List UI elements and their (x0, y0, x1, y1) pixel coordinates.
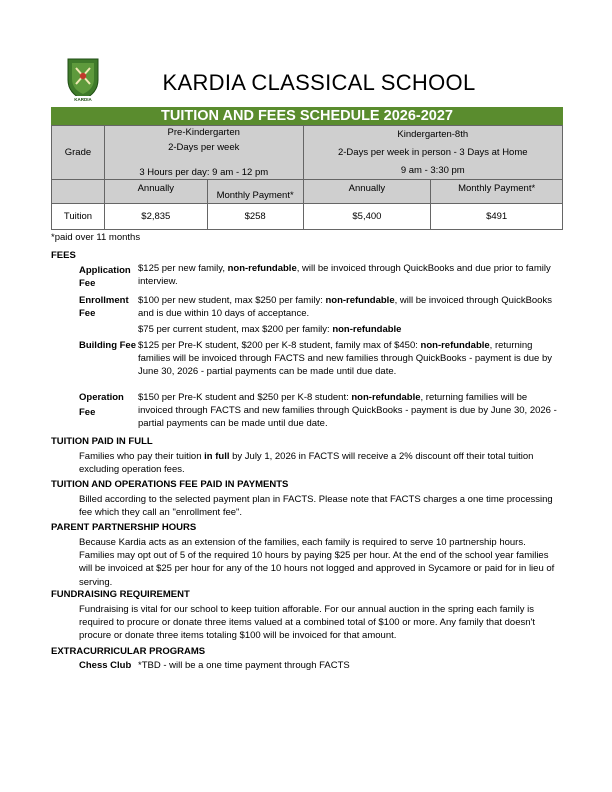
k8-annual-header: Annually (303, 180, 431, 204)
k8-hours: 9 am - 3:30 pm (400, 164, 465, 176)
building-fee-text: $125 per Pre-K student, $200 per K-8 student, family max of $450: non-refundable, returning families will be invoiced through FACTS and new families through QuickBooks - payment is due by June 30, 2026 - partial payments can be made until due date. (138, 340, 552, 377)
paid-over-note: *paid over 11 months (51, 232, 141, 243)
prek-days: 2-Days per week (168, 141, 240, 153)
prek-header (104, 126, 303, 180)
extracurricular-heading: EXTRACURRICULAR PROGRAMS (51, 646, 206, 657)
k8-annual-value: $5,400 (303, 204, 431, 230)
operation-fee-label: Operation Fee (79, 392, 124, 418)
building-fee-label: Building Fee (79, 340, 136, 351)
prek-annual-value: $2,835 (104, 204, 207, 230)
blank-header (52, 180, 105, 204)
partnership-text: Because Kardia acts as an extension of the families, each family is required to serve 10 partnership hours. Families may opt out of 5 of the required 10 hours by paying $25 per hour. At the end of the school year families will be invoiced at $25 per hour for any of the 10 hours not logged and approved in Sycamore or paid for in lieu of serving. (79, 537, 555, 588)
fundraising-heading: FUNDRAISING REQUIREMENT (51, 589, 190, 600)
k8-days: 2-Days per week in person - 3 Days at Home (337, 146, 528, 158)
schedule-banner: TUITION AND FEES SCHEDULE 2026-2027 (51, 107, 563, 125)
application-fee-text: $125 per new family, non-refundable, will be invoiced through QuickBooks and due prior to family interview. (138, 263, 551, 287)
enrollment-fee-current-text: $75 per current student, max $200 per family: non-refundable (138, 324, 402, 335)
enrollment-fee-label: Enrollment Fee (79, 295, 129, 319)
prek-hours: 3 Hours per day: 9 am - 12 pm (139, 166, 269, 178)
operation-fee-text: $150 per Pre-K student and $250 per K-8 student: non-refundable, returning families will be invoiced through FACTS and new families through QuickBooks - payment is due by June 30, 2026 - partial payments can be made until due date. (138, 392, 557, 429)
fundraising-text: Fundraising is vital for our school to keep tuition afforable. For our annual auction in the spring each family is required to procure or donate three items valued at a combined total of $100 or more. Any family that doesn't procure or donate three items totaling $100 will be invoiced for that amount. (79, 604, 535, 642)
payments-text: Billed according to the selected payment plan in FACTS. Please note that FACTS charges a one time processing fee which they call an "enrollment fee". (79, 494, 553, 519)
prek-name: Pre-Kindergarten (167, 126, 240, 138)
tuition-row-label: Tuition (52, 204, 105, 230)
paid-in-full-text: Families who pay their tuition in full by July 1, 2026 in FACTS will receive a 2% discount off their total tuition excluding operation fees. (79, 451, 534, 476)
logo-text: KARDIA (74, 97, 92, 102)
tuition-table (51, 125, 563, 230)
k8-header (303, 126, 562, 180)
partnership-heading: PARENT PARTNERSHIP HOURS (51, 522, 197, 533)
k8-monthly-header: Monthly Payment* (431, 180, 563, 204)
page-title: KARDIA CLASSICAL SCHOOL (162, 70, 476, 95)
chess-club-label: Chess Club (79, 660, 132, 671)
k8-name: Kindergarten-8th (397, 128, 469, 140)
prek-monthly-header: Monthly Payment* (207, 180, 303, 204)
payments-heading: TUITION AND OPERATIONS FEE PAID IN PAYMENTS (51, 479, 289, 490)
prek-monthly-value: $258 (207, 204, 303, 230)
enrollment-fee-text: $100 per new student, max $250 per family: non-refundable, will be invoiced through QuickBooks and is due within 10 days of acceptance. (138, 295, 552, 319)
grade-header: Grade (52, 126, 105, 180)
fees-heading: FEES (51, 250, 76, 261)
application-fee-label: Application Fee (79, 265, 131, 289)
paid-in-full-heading: TUITION PAID IN FULL (51, 436, 153, 447)
k8-monthly-value: $491 (431, 204, 563, 230)
prek-annual-header: Annually (104, 180, 207, 204)
chess-club-text: *TBD - will be a one time payment through FACTS (138, 660, 350, 671)
